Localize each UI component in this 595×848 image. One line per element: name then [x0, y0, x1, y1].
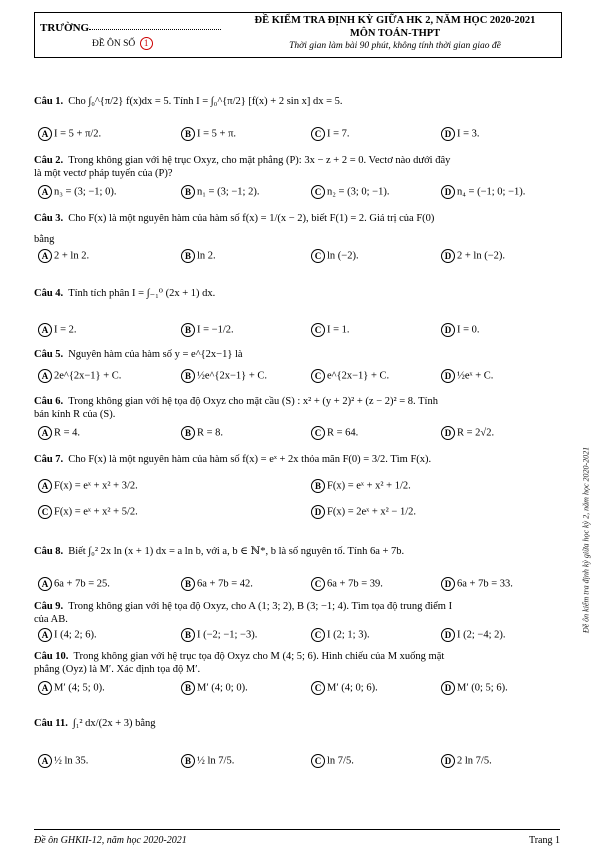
option-letter: D [441, 127, 455, 141]
answer-option[interactable]: C e^{2x−1} + C. [311, 369, 389, 383]
option-letter: A [38, 323, 52, 337]
question-6 [34, 396, 438, 407]
answer-option[interactable]: A M′ (4; 5; 0). [38, 681, 105, 695]
answer-option[interactable]: D 6a + 7b = 33. [441, 577, 513, 591]
question-text: ∫₁² dx/(2x + 3) bằng [72, 718, 156, 729]
answer-option[interactable]: A I (4; 2; 6). [38, 628, 97, 642]
option-letter: D [441, 249, 455, 263]
option-letter: D [441, 369, 455, 383]
answer-option[interactable]: D I (2; −4; 2). [441, 628, 506, 642]
answer-option[interactable]: D ½eˣ + C. [441, 369, 493, 383]
answer-option[interactable]: A I = 5 + π/2. [38, 127, 101, 141]
answer-option[interactable]: D M′ (0; 5; 6). [441, 681, 508, 695]
question-4 [34, 287, 215, 299]
question-10 [34, 651, 444, 662]
option-letter: B [181, 681, 195, 695]
question-2-cont: là một vectơ pháp tuyến của (P)? [34, 168, 173, 179]
answer-option[interactable]: A 2 + ln 2. [38, 249, 89, 263]
school-name-blank [89, 29, 221, 30]
answer-option[interactable]: B I = −1/2. [181, 323, 234, 337]
question-label: Câu 2. [34, 155, 64, 166]
option-letter: D [441, 628, 455, 642]
question-label: Câu 7. [34, 454, 64, 465]
practice-number [92, 37, 153, 50]
question-11 [34, 718, 156, 729]
question-3-cont: bằng [34, 234, 55, 245]
answer-option[interactable]: C n₂ = (3; 0; −1). [311, 185, 389, 199]
answer-option[interactable]: B ln 2. [181, 249, 216, 263]
answer-option[interactable]: B F(x) = eˣ + x² + 1/2. [311, 479, 411, 493]
option-letter: C [311, 628, 325, 642]
question-label: Câu 9. [34, 601, 64, 612]
option-letter: D [441, 185, 455, 199]
answer-option[interactable]: A I = 2. [38, 323, 77, 337]
question-text: Tính tích phân I = ∫₋₁⁰ (2x + 1) dx. [68, 288, 216, 299]
answer-option[interactable]: D n₄ = (−1; 0; −1). [441, 185, 525, 199]
answer-option[interactable]: C I = 7. [311, 127, 350, 141]
question-label: Câu 5. [34, 349, 64, 360]
footer-left: Đề ôn GHKII-12, năm học 2020-2021 [34, 835, 187, 846]
question-5 [34, 349, 243, 360]
question-text: Nguyên hàm của hàm số y = e^{2x−1} là [68, 349, 243, 360]
answer-option[interactable]: C M′ (4; 0; 6). [311, 681, 378, 695]
question-6-cont: bán kính R của (S). [34, 409, 116, 420]
question-text: Trong không gian với hệ trục Oxyz, cho mặt phẳng (P): 3x − z + 2 = 0. Vectơ nào dưới đây [68, 155, 451, 166]
option-letter: B [181, 249, 195, 263]
footer-rule [34, 829, 560, 830]
answer-option[interactable]: B I = 5 + π. [181, 127, 236, 141]
answer-option[interactable]: B I (−2; −1; −3). [181, 628, 257, 642]
question-9 [34, 601, 452, 612]
question-text: Cho ∫₀^{π/2} f(x)dx = 5. Tính I = ∫₀^{π/2} [f(x) + 2 sin x] dx = 5. [68, 96, 343, 107]
option-letter: D [441, 577, 455, 591]
option-letter: D [441, 681, 455, 695]
option-letter: C [311, 185, 325, 199]
answer-option[interactable]: D R = 2√2. [441, 426, 494, 440]
answer-option[interactable]: B n₁ = (3; −1; 2). [181, 185, 259, 199]
option-letter: B [181, 185, 195, 199]
answer-option[interactable]: D 2 + ln (−2). [441, 249, 505, 263]
question-text: Biết ∫₀² 2x ln (x + 1) dx = a ln b, với a, b ∈ ℕ*, b là số nguyên tố. Tính 6a + 7b. [68, 546, 405, 557]
answer-option[interactable]: D I = 3. [441, 127, 480, 141]
question-1 [34, 96, 343, 107]
question-10-cont: phẳng (Oyz) là M′. Xác định tọa độ M′. [34, 664, 201, 675]
question-label: Câu 11. [34, 718, 68, 729]
answer-option[interactable]: A n₃ = (3; −1; 0). [38, 185, 116, 199]
option-letter: B [181, 628, 195, 642]
answer-option[interactable]: C I = 1. [311, 323, 350, 337]
option-letter: B [181, 323, 195, 337]
option-letter: A [38, 681, 52, 695]
question-text: Cho F(x) là một nguyên hàm của hàm số f(x) = 1/(x − 2), biết F(1) = 2. Giá trị của F(0) [68, 213, 435, 224]
answer-option[interactable]: D 2 ln 7/5. [441, 754, 492, 768]
option-letter: B [181, 577, 195, 591]
answer-option[interactable]: A R = 4. [38, 426, 80, 440]
option-letter: D [441, 754, 455, 768]
question-3 [34, 213, 434, 224]
option-letter: D [441, 323, 455, 337]
answer-option[interactable]: B ½ ln 7/5. [181, 754, 234, 768]
question-label: Câu 8. [34, 546, 64, 557]
question-label: Câu 3. [34, 213, 64, 224]
page-number: Trang 1 [528, 835, 560, 846]
option-letter: A [38, 577, 52, 591]
answer-option[interactable]: C I (2; 1; 3). [311, 628, 370, 642]
question-8 [34, 545, 404, 557]
option-letter: A [38, 127, 52, 141]
option-letter: B [181, 127, 195, 141]
option-letter: C [311, 249, 325, 263]
answer-option[interactable]: D I = 0. [441, 323, 480, 337]
question-label: Câu 10. [34, 651, 69, 662]
option-letter: C [311, 127, 325, 141]
exam-title: ĐỀ KIỂM TRA ĐỊNH KỲ GIỮA HK 2, NĂM HỌC 2020-2021 [254, 15, 536, 26]
practice-number-circle: 1 [140, 37, 153, 50]
option-letter: A [38, 369, 52, 383]
answer-option[interactable]: C ln (−2). [311, 249, 359, 263]
option-letter: C [311, 323, 325, 337]
question-9-cont: của AB. [34, 614, 68, 625]
question-label: Câu 1. [34, 96, 64, 107]
question-text: Cho F(x) là một nguyên hàm của hàm số f(x) = eˣ + 2x thỏa mãn F(0) = 3/2. Tìm F(x). [68, 454, 432, 465]
option-letter: B [181, 754, 195, 768]
option-letter: D [441, 426, 455, 440]
side-note: Đề ôn kiểm tra định kỳ giữa học kỳ 2, năm học 2020-2021 [581, 446, 591, 634]
answer-option[interactable]: B ½e^{2x−1} + C. [181, 369, 267, 383]
time-note: Thời gian làm bài 90 phút, không tính thời gian giao đề [289, 41, 501, 51]
option-letter: C [311, 577, 325, 591]
answer-option[interactable]: A F(x) = eˣ + x² + 3/2. [38, 479, 138, 493]
subject-title: MÔN TOÁN-THPT [349, 28, 441, 39]
option-letter: C [311, 681, 325, 695]
question-label: Câu 6. [34, 396, 64, 407]
question-2 [34, 155, 450, 166]
option-letter: A [38, 754, 52, 768]
option-letter: A [38, 185, 52, 199]
answer-option[interactable]: A ½ ln 35. [38, 754, 88, 768]
answer-option[interactable]: C 6a + 7b = 39. [311, 577, 383, 591]
option-letter: C [38, 505, 52, 519]
answer-option[interactable]: B 6a + 7b = 42. [181, 577, 253, 591]
answer-option[interactable]: D F(x) = 2eˣ + x² − 1/2. [311, 505, 416, 519]
answer-option[interactable]: C ln 7/5. [311, 754, 354, 768]
answer-option[interactable]: C F(x) = eˣ + x² + 5/2. [38, 505, 138, 519]
practice-label: ĐỀ ÔN SỐ [92, 39, 136, 49]
answer-option[interactable]: B M′ (4; 0; 0). [181, 681, 248, 695]
option-letter: A [38, 628, 52, 642]
question-text: Trong không gian với hệ tọa độ Oxyz cho mặt cầu (S) : x² + (y + 2)² + (z − 2)² = 8. Tính [68, 396, 438, 407]
question-text: Trong không gian với hệ tọa độ Oxyz, cho A (1; 3; 2), B (3; −1; 4). Tìm tọa độ trung điểm I [68, 601, 453, 612]
question-label: Câu 4. [34, 288, 64, 299]
option-letter: A [38, 479, 52, 493]
option-letter: C [311, 754, 325, 768]
answer-option[interactable]: B R = 8. [181, 426, 223, 440]
question-text: Trong không gian với hệ trục tọa độ Oxyz cho M (4; 5; 6). Hình chiếu của M xuống mặt [73, 651, 445, 662]
option-letter: A [38, 426, 52, 440]
option-letter: B [311, 479, 325, 493]
option-letter: B [181, 426, 195, 440]
answer-option[interactable]: C R = 64. [311, 426, 358, 440]
option-letter: A [38, 249, 52, 263]
answer-option[interactable]: A 6a + 7b = 25. [38, 577, 110, 591]
question-7 [34, 454, 431, 465]
option-letter: D [311, 505, 325, 519]
option-letter: C [311, 369, 325, 383]
school-label: TRƯỜNG [40, 22, 90, 34]
option-letter: B [181, 369, 195, 383]
answer-option[interactable]: A 2e^{2x−1} + C. [38, 369, 121, 383]
option-letter: C [311, 426, 325, 440]
